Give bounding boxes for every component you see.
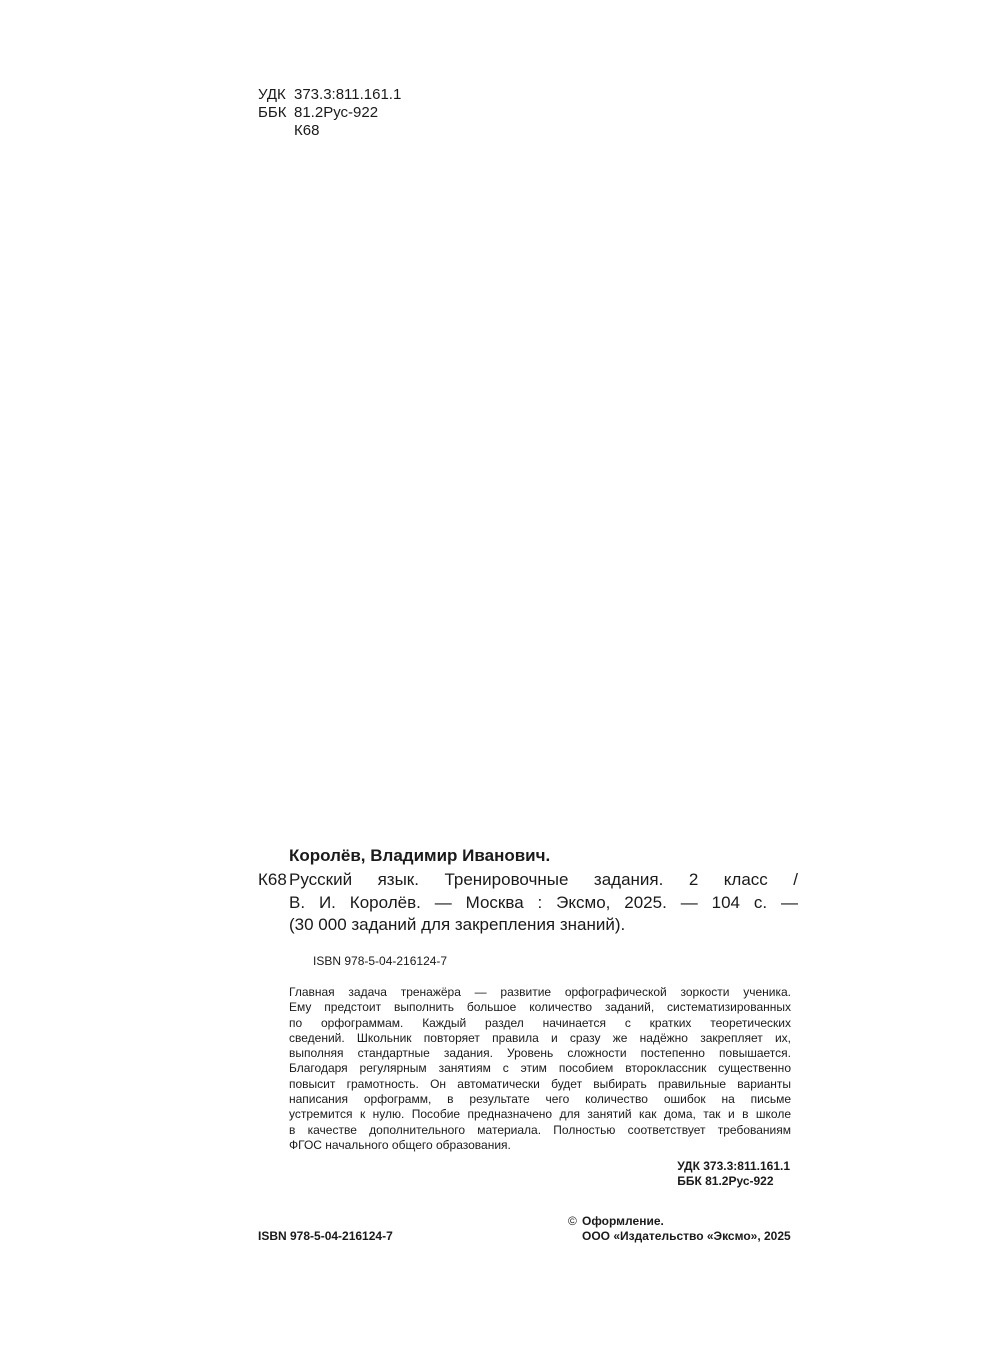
- annotation-line-6: Благодаря регулярным занятиям с этим пособием второклассник существенно: [289, 1061, 791, 1076]
- annotation-line-8: написания орфограмм, в результате чего количество ошибок на письме: [289, 1092, 791, 1107]
- annotation-line-5: выполняя стандартные задания. Уровень сложности постепенно повышается.: [289, 1046, 791, 1061]
- copyright-text-1: Оформление.: [582, 1214, 664, 1228]
- annotation: [289, 985, 791, 1153]
- description-line-1: Русский язык. Тренировочные задания. 2 класс /: [289, 870, 798, 889]
- author-heading: Королёв, Владимир Иванович.: [289, 846, 551, 865]
- udk-code: 373.3:811.161.1: [294, 86, 402, 103]
- isbn-line: ISBN 978-5-04-216124-7: [313, 954, 448, 968]
- annotation-line-1: Главная задача тренажёра — развитие орфографической зоркости ученика.: [289, 985, 791, 999]
- description-line-3: (30 000 заданий для закрепления знаний).: [289, 915, 626, 934]
- annotation-line-9: устремится к нулю. Пособие предназначено для занятий как дома, так и в школе: [289, 1107, 791, 1122]
- bbk-code: 81.2Рус-922: [294, 104, 379, 121]
- description-line-2: В. И. Королёв. — Москва : Эксмо, 2025. — 104 с. —: [289, 892, 798, 912]
- top-classification: [258, 86, 401, 140]
- copyright-icon: ©: [568, 1214, 577, 1228]
- bottom-udk: УДК 373.3:811.161.1: [677, 1159, 790, 1173]
- annotation-line-10: в качестве дополнительного материала. Полностью соответствует требованиям: [289, 1122, 791, 1137]
- bottom-bbk: ББК 81.2Рус-922: [677, 1174, 774, 1188]
- bottom-classification: [677, 1159, 790, 1189]
- record-description: [258, 869, 798, 937]
- bbk-label: ББК: [258, 104, 287, 121]
- author-mark: К68: [258, 870, 287, 889]
- annotation-line-3: по орфограммам. Каждый раздел начинается с кратких теоретических: [289, 1015, 791, 1030]
- copyright-block: [568, 1214, 791, 1244]
- annotation-line-2: Ему предстоит выполнить большое количество заданий, систематизированных: [289, 1000, 791, 1015]
- udk-label: УДК: [258, 86, 286, 103]
- udk-row: [258, 86, 401, 104]
- annotation-line-7: повысит грамотность. Он автоматически будет выбирать правильные варианты: [289, 1076, 791, 1091]
- annotation-line-4: сведений. Школьник повторяет правила и сразу же надёжно закрепляет их,: [289, 1030, 791, 1045]
- bibliographic-record: [258, 845, 798, 937]
- annotation-line-11: ФГОС начального общего образования.: [289, 1137, 511, 1152]
- author-mark-top: К68: [294, 122, 320, 139]
- copyright-line-2: ООО «Издательство «Эксмо», 2025: [582, 1229, 791, 1243]
- bbk-row: [258, 104, 401, 122]
- copyright-line-1: [568, 1214, 791, 1229]
- bottom-isbn: ISBN 978-5-04-216124-7: [258, 1229, 393, 1243]
